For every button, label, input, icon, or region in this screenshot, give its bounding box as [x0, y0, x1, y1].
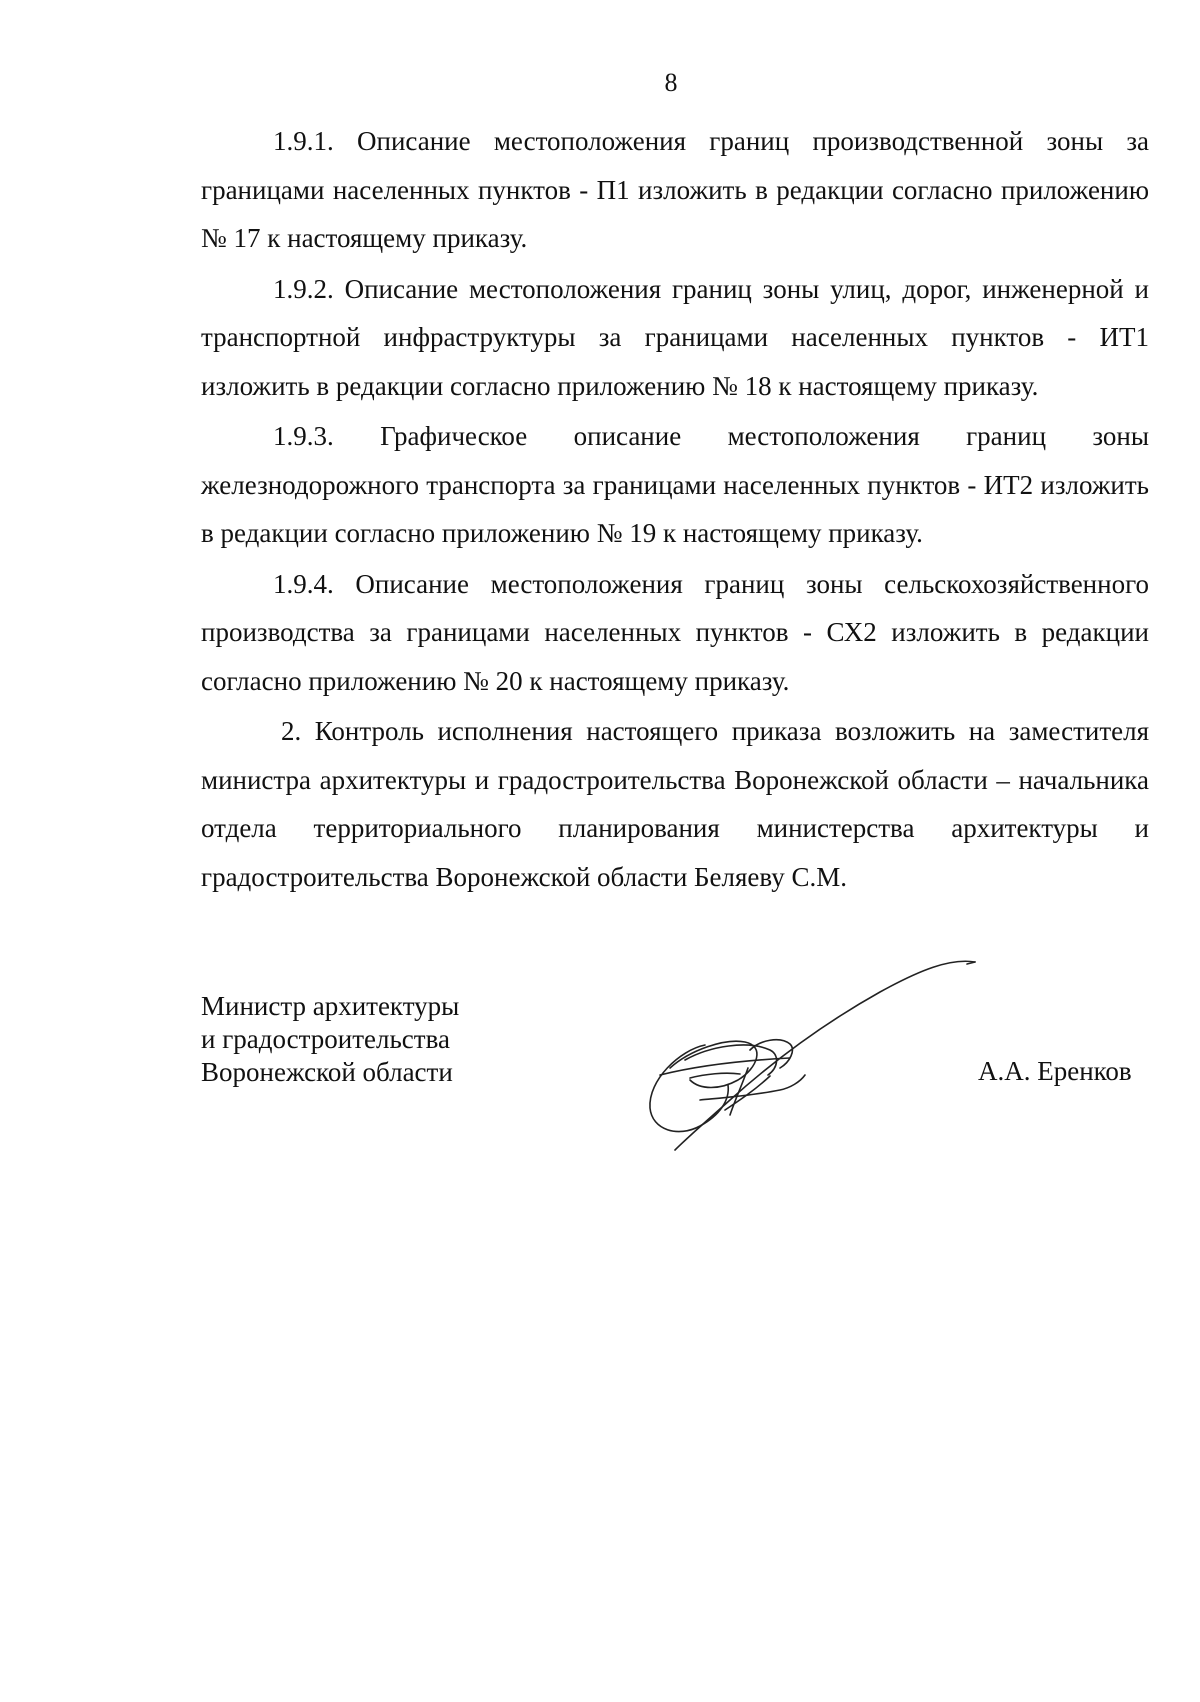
paragraph-2: 2. Контроль исполнения настоящего приказа возложить на заместителя министра архитектуры и градостроительства Воронежской области – начальника отдела территориального планирования министерства архитектуры и градостроительства Воронежской области Беляеву С.М. — [201, 716, 1149, 892]
paragraph-1-9-3: 1.9.3. Графическое описание местоположения границ зоны железнодорожного транспорта за границами населенных пунктов - ИТ2 изложить в редакции согласно приложению № 19 к настоящему приказу. — [201, 421, 1149, 548]
handwritten-signature — [630, 950, 980, 1160]
paragraph-1-9-4: 1.9.4. Описание местоположения границ зоны сельскохозяйственного производства за границами населенных пунктов - СХ2 изложить в редакции согласно приложению № 20 к настоящему приказу. — [201, 568, 1149, 696]
signatory-title-line-1: Министр архитектуры — [201, 991, 460, 1021]
signatory-title-line-3: Воронежской области — [201, 1057, 453, 1087]
document-body — [201, 117, 1149, 903]
signatory-title — [201, 990, 459, 1089]
paragraph-1-9-1: 1.9.1. Описание местоположения границ производственной зоны за границами населенных пунктов - П1 изложить в редакции согласно приложению № 17 к настоящему приказу. — [201, 126, 1149, 253]
signatory-name: А.А. Еренков — [978, 1056, 1132, 1086]
signatory-title-line-2: и градостроительства — [201, 1024, 450, 1054]
page-number: 8 — [664, 68, 678, 97]
paragraph-1-9-2: 1.9.2. Описание местоположения границ зоны улиц, дорог, инженерной и транспортной инфраструктуры за границами населенных пунктов - ИТ1 изложить в редакции согласно приложению № 18 к настоящему приказу. — [201, 273, 1149, 401]
